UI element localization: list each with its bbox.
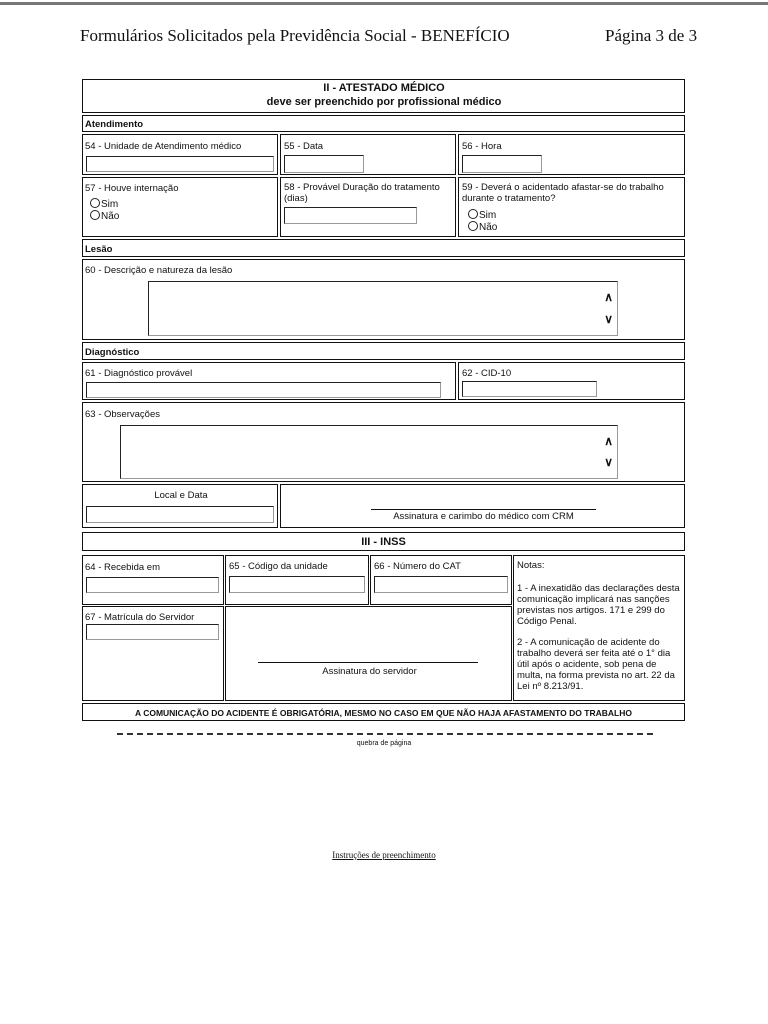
field-59-cell <box>458 177 685 237</box>
page-header-title: Formulários Solicitados pela Previdência Social - BENEFÍCIO <box>80 26 510 45</box>
field-58-label: 58 - Provável Duração do tratamento (dias) <box>284 182 440 204</box>
signature-line <box>258 662 478 663</box>
local-data-cell <box>82 484 278 528</box>
field-58-cell <box>280 177 456 237</box>
field-67-cell <box>82 606 224 701</box>
field-58-input[interactable] <box>284 207 417 224</box>
field-62-label: 62 - CID-10 <box>462 368 512 379</box>
field-64-label: 64 - Recebida em <box>85 562 160 573</box>
page-number: Página 3 de 3 <box>605 26 698 45</box>
note-2: 2 - A comunicação de acidente do trabalho deverá ser feita até o 1° dia útil após o acidente, sob pena de multa, na forma prevista no art. 22 da Lei nº 8.213/91. <box>517 637 675 692</box>
diagnostico-heading: Diagnóstico <box>85 347 140 358</box>
field-54-input[interactable] <box>86 156 274 172</box>
field-66-label: 66 - Número do CAT <box>374 561 461 572</box>
field-57-label: 57 - Houve internação <box>85 183 179 194</box>
lesao-heading-row <box>82 239 685 257</box>
field-59-nao-option[interactable]: Não <box>468 221 497 233</box>
radio-circle-icon <box>468 221 478 231</box>
field-62-cell <box>458 362 685 400</box>
field-60-textarea[interactable] <box>148 281 618 336</box>
chevron-down-icon[interactable]: ∨ <box>604 312 613 326</box>
field-61-label: 61 - Diagnóstico provável <box>85 368 193 379</box>
field-54-label: 54 - Unidade de Atendimento médico <box>85 141 242 152</box>
atendimento-heading-row <box>82 115 685 132</box>
radio-circle-icon <box>468 209 478 219</box>
radio-circle-icon <box>90 210 100 220</box>
field-59-sim-option[interactable]: Sim <box>468 209 496 221</box>
field-65-input[interactable] <box>229 576 365 593</box>
section-iii-title: III - INSS <box>361 536 406 548</box>
field-57-cell <box>82 177 278 237</box>
note-1: 1 - A inexatidão das declarações desta comunicação implicará nas sanções previstas nos artigos. 171 e 299 do Código Penal. <box>517 583 680 627</box>
section-iii-header <box>82 532 685 551</box>
atendimento-heading: Atendimento <box>85 119 144 130</box>
field-63-label: 63 - Observações <box>85 409 160 420</box>
field-55-cell <box>280 134 456 175</box>
field-63-cell <box>82 402 685 482</box>
field-65-label: 65 - Código da unidade <box>229 561 328 572</box>
field-59-label: 59 - Deverá o acidentado afastar-se do trabalho durante o tratamento? <box>462 182 664 204</box>
notes-title: Notas: <box>517 560 545 571</box>
field-61-input[interactable] <box>86 382 441 398</box>
field-54-cell <box>82 134 278 175</box>
section-ii-subtitle: deve ser preenchido por profissional médico <box>266 96 502 108</box>
medico-signature-label: Assinatura e carimbo do médico com CRM <box>393 511 574 522</box>
chevron-up-icon[interactable]: ∧ <box>604 290 613 304</box>
field-63-textarea[interactable] <box>120 425 618 479</box>
field-55-input[interactable] <box>284 155 364 173</box>
field-56-cell <box>458 134 685 175</box>
field-57-sim-option[interactable]: Sim <box>90 198 118 210</box>
field-57-nao-option[interactable]: Não <box>90 210 119 222</box>
field-56-label: 56 - Hora <box>462 141 502 152</box>
chevron-up-icon[interactable]: ∧ <box>604 434 613 448</box>
footer-notice-row <box>82 703 685 721</box>
instructions-link[interactable]: Instruções de preenchimento <box>332 850 436 860</box>
local-data-input[interactable] <box>86 506 274 523</box>
field-67-label: 67 - Matrícula do Servidor <box>85 612 195 623</box>
diagnostico-heading-row <box>82 342 685 360</box>
local-data-label: Local e Data <box>154 490 208 501</box>
field-64-input[interactable] <box>86 577 219 593</box>
footer-notice: A COMUNICAÇÃO DO ACIDENTE É OBRIGATÓRIA, MESMO NO CASO EM QUE NÃO HAJA AFASTAMENTO DO TRABALHO <box>135 708 632 718</box>
signature-line <box>371 509 596 510</box>
chevron-down-icon[interactable]: ∨ <box>604 455 613 469</box>
medico-signature-cell <box>280 484 685 528</box>
page-break-line <box>117 733 653 735</box>
field-56-input[interactable] <box>462 155 542 173</box>
field-64-cell <box>82 555 224 605</box>
top-rule <box>0 2 768 5</box>
field-61-cell <box>82 362 456 400</box>
field-66-input[interactable] <box>374 576 508 593</box>
page-break-label: quebra de página <box>356 740 412 747</box>
field-67-input[interactable] <box>86 624 219 640</box>
field-62-input[interactable] <box>462 381 597 397</box>
field-66-cell <box>370 555 512 605</box>
section-ii-title: II - ATESTADO MÉDICO <box>323 82 445 94</box>
servidor-signature-cell <box>225 606 512 701</box>
notes-cell <box>513 555 685 701</box>
radio-circle-icon <box>90 198 100 208</box>
field-55-label: 55 - Data <box>284 141 324 152</box>
field-60-label: 60 - Descrição e natureza da lesão <box>85 265 233 276</box>
servidor-signature-label: Assinatura do servidor <box>322 666 417 677</box>
field-65-cell <box>225 555 369 605</box>
lesao-heading: Lesão <box>85 244 113 255</box>
field-60-cell <box>82 259 685 340</box>
